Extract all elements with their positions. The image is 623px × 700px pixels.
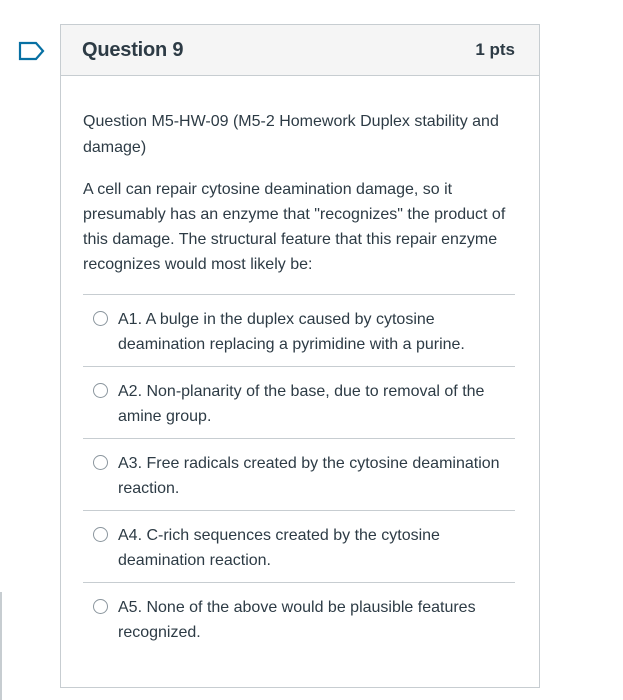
answer-option-a4[interactable] <box>83 510 515 582</box>
answer-option-a1[interactable] <box>83 294 515 366</box>
answer-list <box>83 294 515 654</box>
answer-option-a3[interactable] <box>83 438 515 510</box>
question-title: Question 9 <box>82 38 184 61</box>
answer-option-a5[interactable] <box>83 582 515 654</box>
question-header <box>61 25 539 76</box>
answer-label[interactable]: A2. Non-planarity of the base, due to removal of the amine group. <box>118 383 485 425</box>
answer-label[interactable]: A3. Free radicals created by the cytosine deamination reaction. <box>118 455 500 497</box>
answer-label[interactable]: A1. A bulge in the duplex caused by cytosine deamination replacing a pyrimidine with a purine. <box>118 311 465 353</box>
question-text: A cell can repair cytosine deamination damage, so it presumably has an enzyme that "recognizes" the product of this damage. The structural feature that this repair enzyme recognizes would most likely be: <box>83 181 506 273</box>
radio-unselected-icon[interactable] <box>93 455 108 470</box>
answer-label[interactable]: A5. None of the above would be plausible features recognized. <box>118 599 476 641</box>
radio-unselected-icon[interactable] <box>93 383 108 398</box>
radio-unselected-icon[interactable] <box>93 311 108 326</box>
answer-option-a2[interactable] <box>83 366 515 438</box>
radio-unselected-icon[interactable] <box>93 599 108 614</box>
question-id-line: Question M5-HW-09 (M5-2 Homework Duplex stability and damage) <box>83 113 499 156</box>
question-card <box>60 24 540 688</box>
question-body <box>61 76 539 654</box>
question-points: 1 pts <box>475 40 515 59</box>
flag-question-icon[interactable] <box>18 41 46 61</box>
answer-label[interactable]: A4. C-rich sequences created by the cytosine deamination reaction. <box>118 527 440 569</box>
radio-unselected-icon[interactable] <box>93 527 108 542</box>
window-edge-divider <box>0 592 2 700</box>
